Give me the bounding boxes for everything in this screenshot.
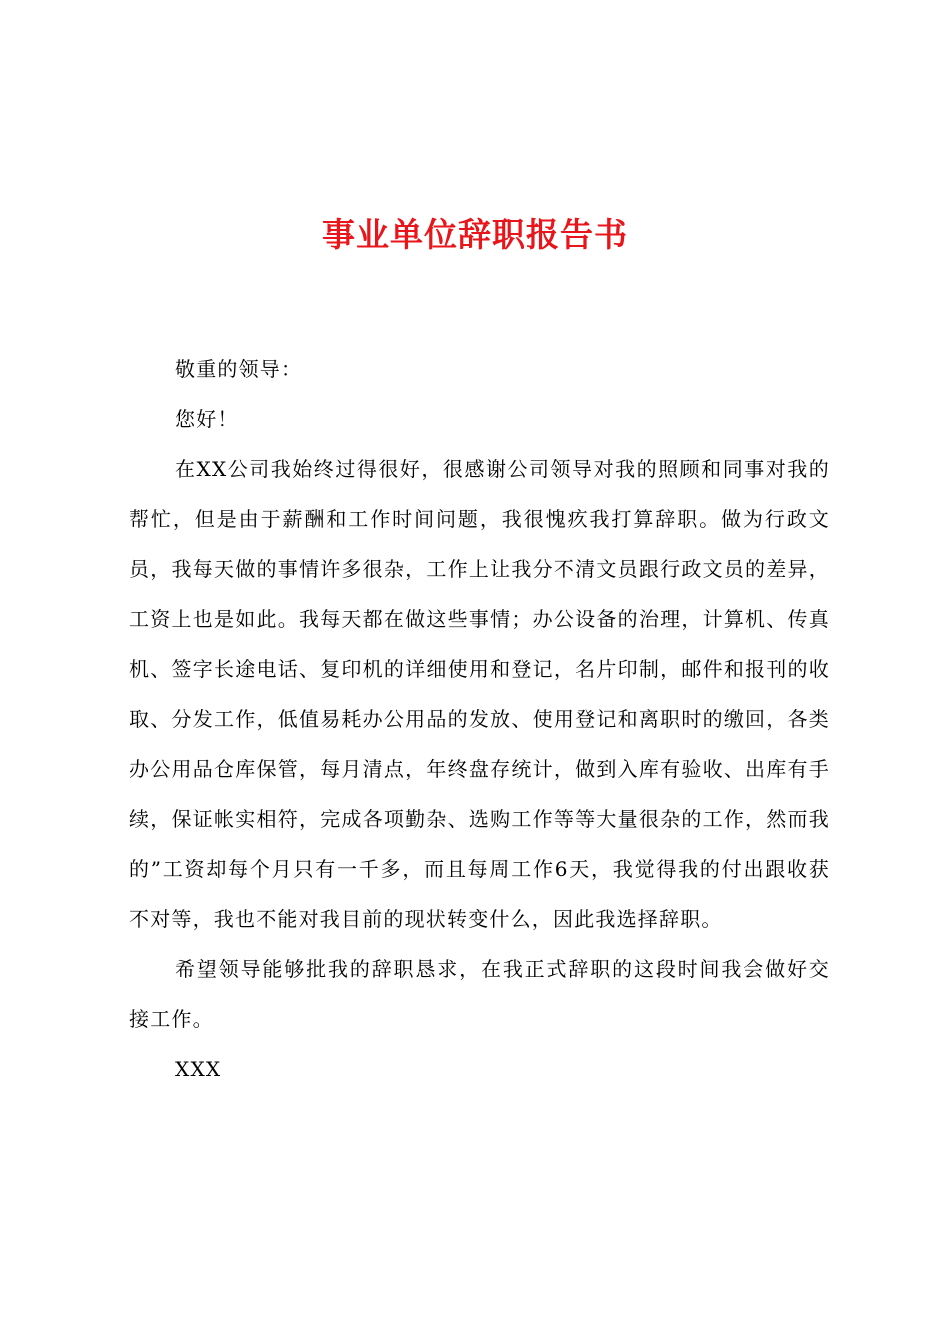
body-paragraph-main: 在XX公司我始终过得很好，很感谢公司领导对我的照顾和同事对我的帮忙，但是由于薪酬和工作时间问题，我很愧疚我打算辞职。做为行政文员，我每天做的事情许多很杂，工作上让我分不清文员跟行政文员的差异，工资上也是如此。我每天都在做这些事情；办公设备的治理，计算机、传真机、签字长途电话、复印机的详细使用和登记，名片印制，邮件和报刊的收取、分发工作，低值易耗办公用品的发放、使用登记和离职时的缴回，各类办公用品仓库保管，每月清点，年终盘存统计，做到入库有验收、出库有手续，保证帐实相符，完成各项勤杂、选购工作等等大量很杂的工作，然而我的”工资却每个月只有一千多，而且每周工作6天，我觉得我的付出跟收获不对等，我也不能对我目前的现状转变什么，因此我选择辞职。 (129, 457, 830, 931)
salutation: 敬重的领导： (175, 357, 303, 381)
greeting: 您好！ (175, 407, 239, 431)
body-paragraph-closing: 希望领导能够批我的辞职恳求，在我正式辞职的这段时间我会做好交接工作。 (129, 957, 830, 1031)
document-title: 事业单位辞职报告书 (322, 215, 628, 254)
signature: XXX (175, 1057, 222, 1081)
document-body (129, 344, 830, 1094)
